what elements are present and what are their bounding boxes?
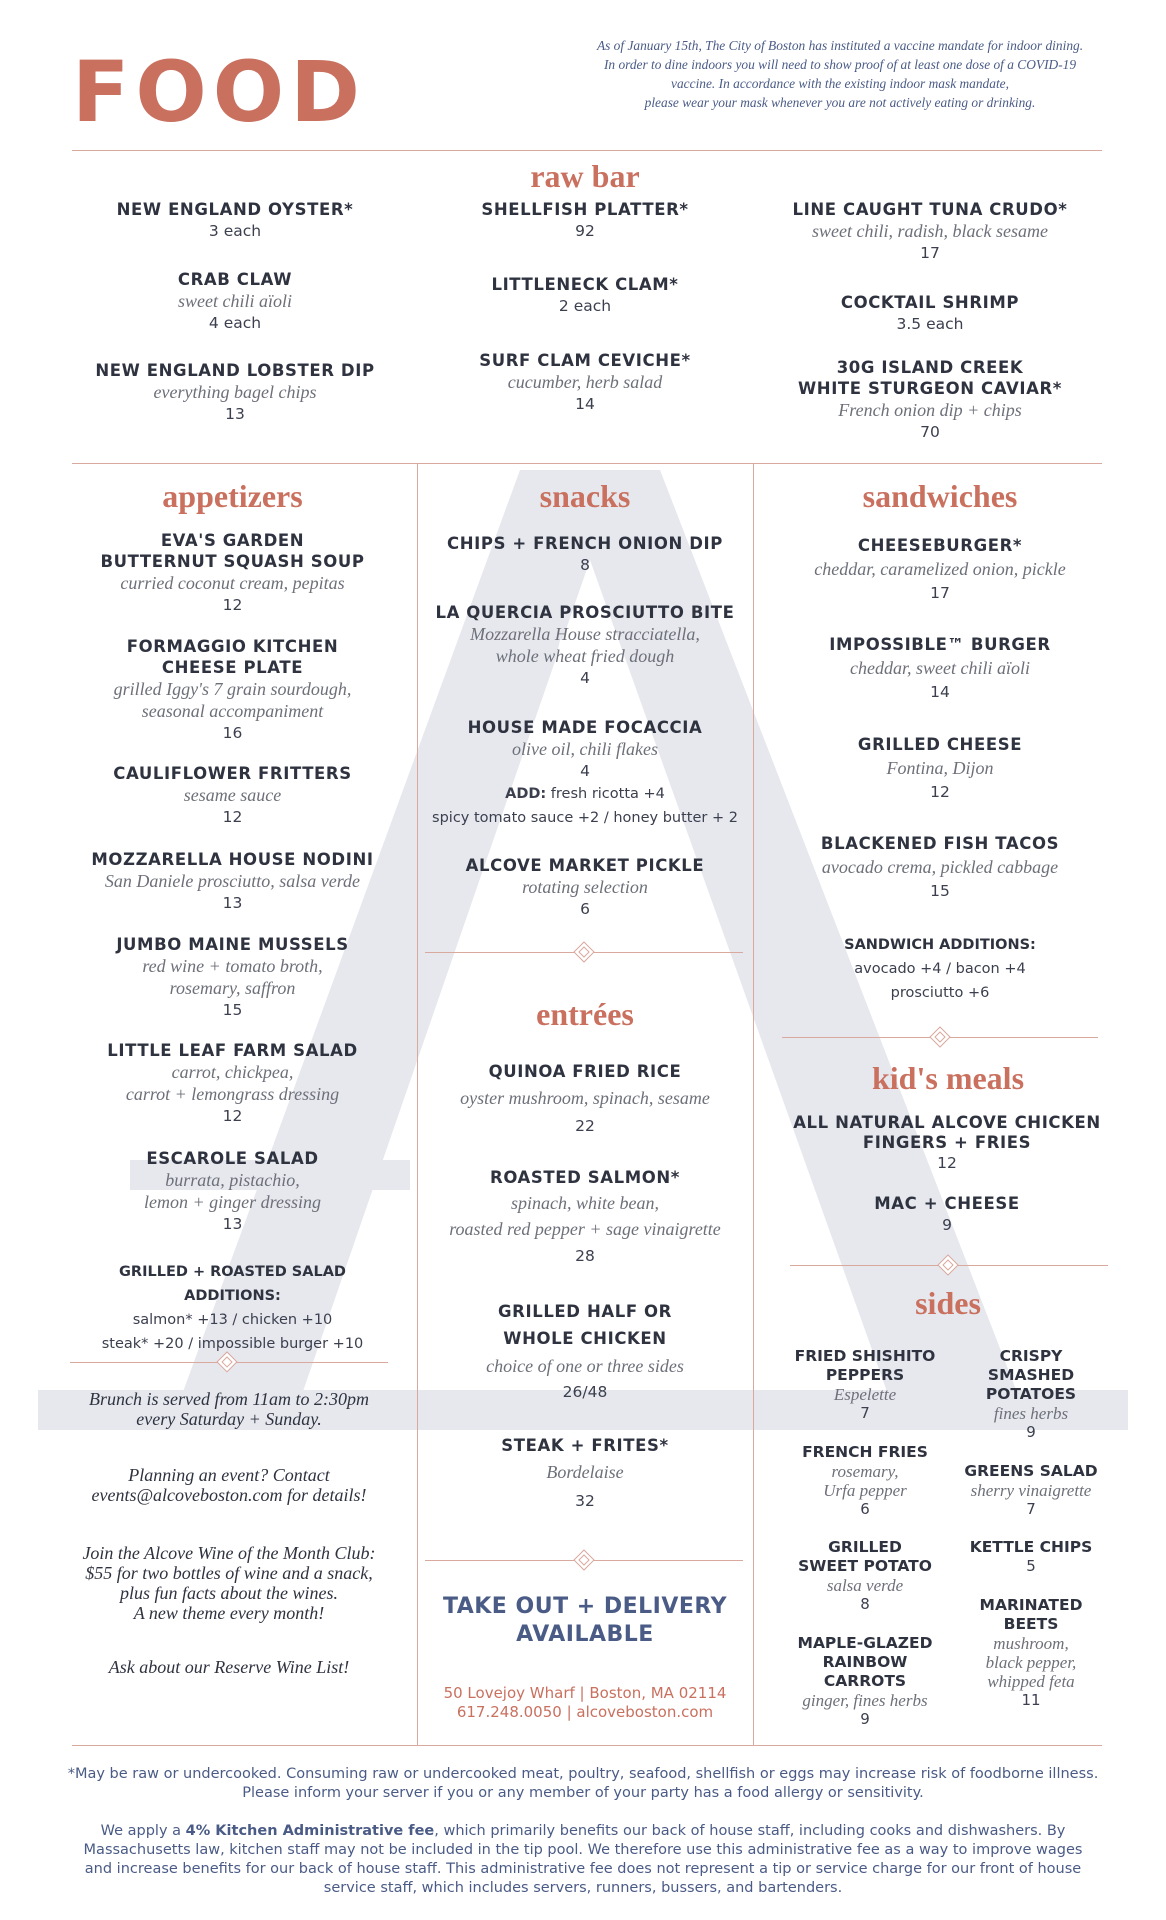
item-name: CAULIFLOWER FRITTERS: [113, 764, 352, 783]
side-item: [780, 1538, 950, 1614]
item-price: 15: [222, 1001, 243, 1019]
item-price: 8: [580, 556, 590, 574]
menu-item: [425, 1060, 745, 1140]
item-description: sesame sauce: [183, 785, 282, 805]
item-name: SURF CLAM CEVICHE*: [479, 351, 691, 370]
item-description: grilled Iggy's 7 grain sourdough, seasonal accompaniment: [113, 679, 352, 721]
item-description: salsa verde: [826, 1576, 904, 1595]
item-name: ALL NATURAL ALCOVE CHICKEN FINGERS + FRIES: [793, 1113, 1101, 1152]
item-name: SHELLFISH PLATTER*: [481, 200, 689, 219]
item-name: MOZZARELLA HOUSE NODINI: [91, 850, 374, 869]
footer-divider: [72, 1745, 1102, 1746]
item-description: oyster mushroom, spinach, sesame: [460, 1088, 710, 1108]
item-price: 3 each: [208, 222, 262, 240]
notice-line: please wear your mask whenever you are not actively eating or drinking.: [644, 95, 1036, 110]
section-title-entrees: entrées: [536, 996, 634, 1032]
item-price: 3.5 each: [896, 315, 964, 333]
item-name: LA QUERCIA PROSCIUTTO BITE: [435, 603, 735, 622]
side-item: [950, 1596, 1112, 1710]
side-item: [950, 1538, 1112, 1576]
appetizers-column: [80, 0, 385, 1352]
item-price: 32: [575, 1492, 595, 1510]
item-description: everything bagel chips: [153, 382, 317, 402]
salad-additions: [80, 1260, 385, 1356]
fee-highlight: 4% Kitchen Administrative fee: [185, 1823, 435, 1839]
wine-club-note: Join the Alcove Wine of the Month Club: $55 for two bottles of wine and a snack, plus fun facts about the wines. A new theme every month!: [82, 1543, 376, 1623]
side-item: [780, 1347, 950, 1423]
event-note: Planning an event? Contact events@alcoveboston.com for details!: [91, 1465, 367, 1505]
item-price: 7: [860, 1404, 870, 1422]
section-title-appetizers: appetizers: [162, 478, 303, 514]
section-title-raw-bar: raw bar: [530, 158, 640, 194]
section-title-kids-meals: kid's meals: [871, 1060, 1025, 1096]
item-price: 9: [942, 1216, 952, 1234]
item-price: 9: [1026, 1423, 1036, 1441]
item-description: ginger, fines herbs: [802, 1691, 928, 1710]
item-price: 70: [920, 423, 940, 441]
additions-heading: GRILLED + ROASTED SALAD ADDITIONS:: [119, 1264, 346, 1304]
menu-item: [80, 1040, 385, 1127]
disclaimer-line: Please inform your server if you or any member of your party has a food allergy or sensitivity.: [242, 1785, 924, 1801]
item-description: spinach, white bean, roasted red pepper + sage vinaigrette: [449, 1193, 721, 1239]
restaurant-address: 50 Lovejoy Wharf | Boston, MA 02114: [443, 1684, 727, 1702]
item-name: LINE CAUGHT TUNA CRUDO*: [792, 200, 1068, 219]
side-item: [950, 1347, 1112, 1442]
item-price: 12: [222, 1107, 243, 1125]
item-name: STEAK + FRITES*: [501, 1436, 669, 1455]
item-description: cucumber, herb salad: [507, 372, 663, 392]
item-price: 15: [930, 882, 950, 900]
item-name: MARINATED BEETS: [979, 1596, 1083, 1633]
item-description: French onion dip + chips: [838, 400, 1022, 420]
item-name: NEW ENGLAND LOBSTER DIP: [95, 361, 375, 380]
reserve-wine-note: Ask about our Reserve Wine List!: [108, 1657, 350, 1677]
item-description: burrata, pistachio, lemon + ginger dressing: [144, 1170, 321, 1212]
sides-left-column: [780, 0, 950, 1740]
item-price: 5: [1026, 1557, 1036, 1575]
item-name: KETTLE CHIPS: [969, 1538, 1093, 1556]
item-price: 6: [580, 900, 590, 918]
additions-line: steak* +20 / impossible burger +10: [101, 1336, 364, 1352]
menu-item: [425, 1434, 745, 1516]
item-price: 17: [930, 584, 950, 602]
item-description: San Daniele prosciutto, salsa verde: [104, 871, 361, 891]
item-price: 12: [222, 808, 243, 826]
item-name: COCKTAIL SHRIMP: [840, 293, 1020, 312]
item-name: MAC + CHEESE: [874, 1194, 1020, 1213]
item-price: 12: [930, 783, 950, 801]
item-description: rotating selection: [522, 877, 648, 897]
item-price: 11: [1021, 1691, 1041, 1709]
item-price: 22: [575, 1117, 595, 1135]
item-price: 9: [860, 1710, 870, 1728]
item-price: 7: [1026, 1500, 1036, 1518]
add-label: ADD:: [505, 786, 547, 802]
menu-item: [80, 530, 385, 616]
notice-line: As of January 15th, The City of Boston has instituted a vaccine mandate for indoor dining.: [596, 38, 1084, 53]
item-price: 16: [222, 724, 243, 742]
item-name: CRISPY SMASHED POTATOES: [985, 1347, 1077, 1403]
item-name: CHEESEBURGER*: [857, 536, 1023, 555]
entrees-column: [425, 0, 745, 1530]
item-name: GRILLED HALF OR WHOLE CHICKEN: [498, 1302, 672, 1348]
item-price: 2 each: [558, 297, 612, 315]
item-name: ESCAROLE SALAD: [146, 1149, 319, 1168]
item-name: ROASTED SALMON*: [490, 1168, 680, 1187]
brunch-note: Brunch is served from 11am to 2:30pm every Saturday + Sunday.: [89, 1389, 369, 1429]
item-name: GRILLED CHEESE: [857, 735, 1023, 754]
page-title: FOOD: [72, 43, 366, 141]
menu-item: [80, 1148, 385, 1235]
item-name: IMPOSSIBLE™ BURGER: [829, 635, 1051, 654]
takeout-delivery-heading: TAKE OUT + DELIVERY AVAILABLE: [442, 1594, 728, 1647]
item-name: QUINOA FRIED RICE: [488, 1062, 682, 1081]
item-price: 13: [222, 894, 243, 912]
item-name: 30G ISLAND CREEK WHITE STURGEON CAVIAR*: [797, 358, 1063, 398]
item-description: Espelette: [833, 1385, 897, 1404]
section-title-sides: sides: [915, 1285, 981, 1321]
item-price: 14: [575, 395, 595, 413]
item-name: EVA'S GARDEN BUTTERNUT SQUASH SOUP: [100, 531, 365, 571]
item-description: sweet chili, radish, black sesame: [812, 221, 1048, 241]
restaurant-phone-web: 617.248.0050 | alcoveboston.com: [456, 1703, 714, 1721]
item-price: 26/48: [562, 1383, 608, 1401]
item-description: olive oil, chili flakes: [512, 739, 658, 759]
item-description: rosemary, Urfa pepper: [823, 1462, 907, 1500]
item-name: CHIPS + FRENCH ONION DIP: [447, 534, 723, 553]
disclaimer-line: *May be raw or undercooked. Consuming raw or undercooked meat, poultry, seafood, shellfish or eggs may increase risk of foodborne illness.: [67, 1766, 1099, 1782]
item-name: FORMAGGIO KITCHEN CHEESE PLATE: [126, 637, 339, 677]
item-description: avocado crema, pickled cabbage: [821, 857, 1059, 877]
item-description: fines herbs: [993, 1404, 1069, 1423]
item-price: 17: [920, 244, 940, 262]
side-item: [780, 1634, 950, 1729]
item-price: 4: [580, 669, 590, 687]
item-name: BLACKENED FISH TACOS: [820, 834, 1060, 853]
item-name: FRIED SHISHITO PEPPERS: [794, 1347, 936, 1384]
section-title-sandwiches: sandwiches: [862, 478, 1018, 514]
notice-line: In order to dine indoors you will need to show proof of at least one dose of a COVID-19: [603, 57, 1077, 72]
column-divider-left: [417, 463, 418, 1745]
focaccia-add-ons-2: spicy tomato sauce +2 / honey butter + 2: [432, 810, 738, 826]
item-price: 28: [575, 1247, 595, 1265]
item-price: 14: [930, 683, 950, 701]
item-name: NEW ENGLAND OYSTER*: [116, 200, 354, 219]
menu-item: [80, 763, 385, 828]
item-description: sweet chili aïoli: [178, 291, 292, 311]
item-price: 13: [222, 1215, 243, 1233]
additions-heading: SANDWICH ADDITIONS:: [844, 937, 1036, 953]
side-item: [780, 1443, 950, 1519]
item-name: HOUSE MADE FOCACCIA: [467, 718, 703, 737]
item-description: Fontina, Dijon: [886, 758, 994, 778]
diamond-ornament-icon: [216, 1351, 238, 1373]
item-name: LITTLENECK CLAM*: [491, 275, 679, 294]
side-item: [950, 1462, 1112, 1519]
item-description: choice of one or three sides: [486, 1356, 684, 1376]
item-description: carrot, chickpea, carrot + lemongrass dressing: [125, 1062, 340, 1104]
item-price: 6: [860, 1500, 870, 1518]
item-name: LITTLE LEAF FARM SALAD: [107, 1041, 358, 1060]
item-price: 12: [937, 1154, 957, 1172]
item-price: 4 each: [208, 314, 262, 332]
fee-text: We apply a: [100, 1823, 186, 1839]
item-description: curried coconut cream, pepitas: [120, 573, 345, 593]
additions-line: prosciutto +6: [890, 985, 990, 1001]
item-description: Mozzarella House stracciatella, whole wheat fried dough: [470, 624, 700, 666]
item-description: Bordelaise: [546, 1462, 624, 1482]
additions-line: avocado +4 / bacon +4: [854, 961, 1026, 977]
sides-right-column: [950, 0, 1112, 1740]
admin-fee-notice: [68, 1822, 1098, 1898]
item-name: ALCOVE MARKET PICKLE: [465, 856, 705, 875]
item-price: 4: [580, 762, 590, 780]
item-description: sherry vinaigrette: [970, 1481, 1092, 1500]
item-price: 92: [575, 222, 595, 240]
section-title-snacks: snacks: [539, 478, 631, 514]
item-price: 13: [225, 405, 245, 423]
item-name: FRENCH FRIES: [802, 1443, 928, 1461]
item-name: MAPLE-GLAZED RAINBOW CARROTS: [797, 1634, 933, 1690]
item-description: mushroom, black pepper, whipped feta: [985, 1634, 1077, 1691]
item-price: 12: [222, 596, 243, 614]
item-description: cheddar, sweet chili aïoli: [850, 658, 1030, 678]
allergy-disclaimer: [60, 1765, 1106, 1803]
item-name: GRILLED SWEET POTATO: [798, 1538, 932, 1575]
menu-item: [80, 636, 385, 744]
diamond-ornament-icon: [573, 1549, 595, 1571]
menu-item: [425, 1166, 745, 1270]
item-name: JUMBO MAINE MUSSELS: [116, 935, 349, 954]
column-divider-right: [753, 463, 754, 1745]
item-price: 8: [860, 1595, 870, 1613]
fee-text: , which primarily benefits our back of house staff, including cooks and dishwashers. By Massachusetts law, kitchen staff may not be included in the tip pool. We therefore use this administrative fee as a way to improve wages and increase benefits for our back of house staff. This administrative fee does not represent a tip or service charge for our front of house service staff, which includes servers, runners, bussers, and bartenders.: [83, 1823, 1083, 1896]
notice-line: vaccine. In accordance with the existing indoor mask mandate,: [671, 76, 1009, 91]
menu-item: [80, 934, 385, 1021]
item-name: CRAB CLAW: [177, 270, 293, 289]
menu-item: [425, 1298, 745, 1404]
menu-item: [80, 849, 385, 914]
add-line: fresh ricotta +4: [546, 786, 665, 802]
additions-line: salmon* +13 / chicken +10: [132, 1312, 333, 1328]
item-name: GREENS SALAD: [964, 1462, 1098, 1480]
item-description: red wine + tomato broth, rosemary, saffron: [142, 956, 323, 998]
item-description: cheddar, caramelized onion, pickle: [814, 559, 1066, 579]
